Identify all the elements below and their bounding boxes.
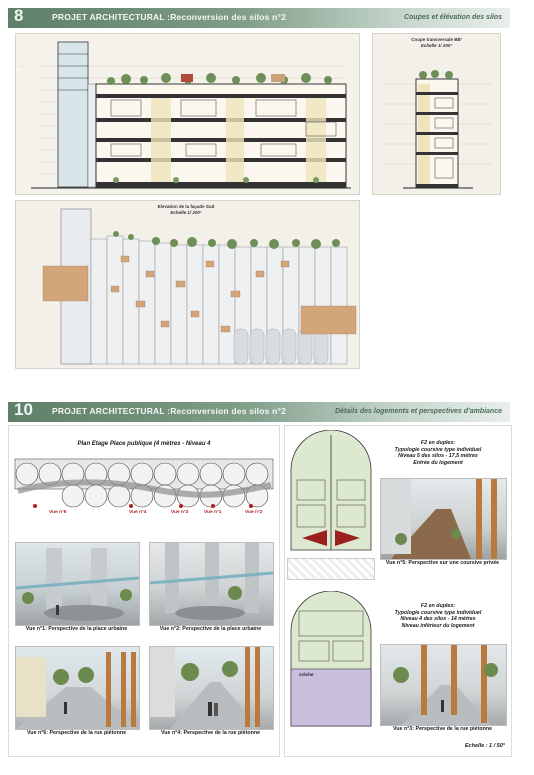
perspective-photo [380, 644, 507, 726]
level-marker: — [20, 64, 23, 68]
page8-banner [8, 8, 510, 28]
section-strip [287, 558, 375, 580]
photo-caption: Vue n°2: Perspective de la place urbaine [159, 626, 262, 632]
page10-title: PROJET ARCHITECTURAL :Reconversion des silos n°2 [52, 406, 287, 416]
f2-lower-line3: Niveau 4 des silos - 14 mètres [400, 616, 476, 623]
photo-render [16, 543, 139, 625]
plan-vue-label: Vue n°2 [171, 510, 189, 515]
page8-subtitle: Coupes et élévation des silos [403, 14, 502, 21]
scale-label: Echelle : 1 / 50° [464, 743, 505, 749]
duplex-upper-plan [287, 430, 375, 555]
photo-render [150, 647, 273, 729]
perspective-photo [149, 646, 274, 730]
f2-upper-text [373, 440, 503, 466]
page8-title: PROJET ARCHITECTURAL :Reconversion des silos n°2 [52, 12, 287, 22]
f2-lower-line1: F2 en duplex: [420, 603, 456, 609]
duplex-lower-plan [287, 591, 375, 731]
photo-caption: Vue n°3: Perspective de la rue piétonne [392, 726, 493, 732]
perspective-photo [15, 646, 140, 730]
photo-render [381, 479, 506, 559]
south-elevation-caption: Elevation de la façade Sud [157, 204, 215, 209]
page10-subtitle: Détails des logements et perspectives d'ambiance [334, 408, 502, 415]
plan-sheet [8, 425, 280, 757]
f2-lower-line2: Typologie coursive type individuel [394, 609, 482, 616]
plan-vue-label: Vue n°4 [129, 510, 147, 515]
longitudinal-section-drawing [16, 34, 359, 194]
creche-label: crèche [299, 672, 314, 677]
perspective-photo [15, 542, 140, 626]
plan-vue-label: Vue n°2 [245, 510, 263, 515]
f2-upper-line1: F2 en duplex: [420, 440, 456, 446]
page10-banner [8, 402, 510, 422]
photo-render [150, 543, 273, 625]
south-elevation-drawing [16, 201, 359, 368]
f2-lower-line4: Niveau inférieur du logement [401, 622, 475, 629]
photo-caption: Vue n°4: Perspective de la rue piétonne [160, 730, 261, 736]
plan-vue-label: Vue n°1 [204, 510, 222, 515]
photo-caption: Vue n°1: Perspective de la place urbaine [25, 626, 128, 632]
f2-upper-line2: Typologie coursive type individuel [394, 446, 482, 453]
south-elevation-panel [15, 200, 360, 369]
longitudinal-section-panel [15, 33, 360, 195]
plan-vue-label: Vue n°6 [49, 510, 67, 515]
page8-number: 8 [14, 6, 24, 25]
perspective-photo [149, 542, 274, 626]
housing-sheet [284, 425, 512, 757]
page10-number: 10 [14, 400, 33, 419]
transverse-section-caption: Coupe transversale BB' [411, 37, 462, 42]
transverse-section-scale: Echelle 1/ 200° [420, 43, 453, 48]
photo-caption: Vue n°5: Perspective sur une coursive privée [385, 560, 500, 566]
south-elevation-scale: Echelle 1/ 200° [170, 210, 202, 215]
transverse-section-panel [372, 33, 501, 195]
transverse-section-drawing [373, 34, 500, 194]
perspective-photo [380, 478, 507, 560]
photo-render [16, 647, 139, 729]
photo-render [381, 645, 506, 725]
f2-upper-line3: Niveau 5 des silos - 17,5 mètres [398, 453, 478, 460]
plan-title: Plan Etage Place publique (4 mètres - Niveau 4 [77, 441, 211, 447]
photo-caption: Vue n°6: Perspective de la rue piétonne [26, 730, 127, 736]
f2-lower-text [373, 603, 503, 629]
f2-upper-line4: Entrée du logement [413, 459, 463, 466]
